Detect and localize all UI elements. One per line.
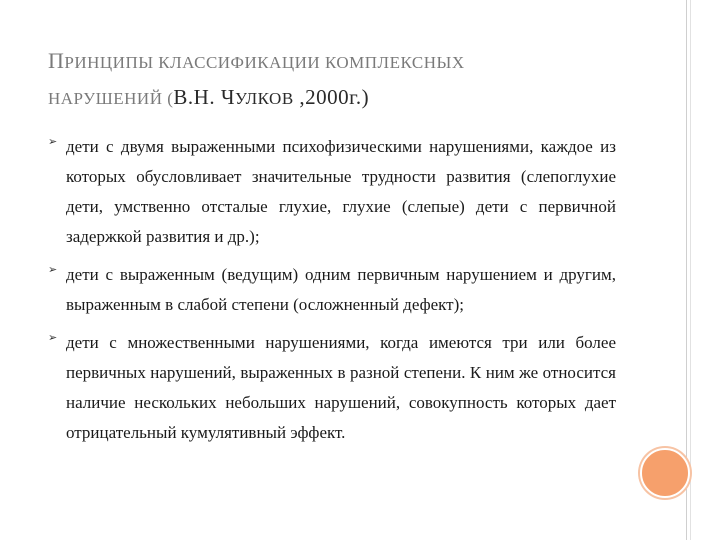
decorative-orange-circle (640, 448, 690, 498)
arrowhead-bullet-icon: ➢ (48, 135, 58, 148)
title-author-rest: УЛКОВ (234, 89, 294, 108)
title-year: ,2000г.) (293, 85, 370, 109)
title-line-2 (48, 80, 648, 116)
title-author: В.Н. Ч (173, 85, 235, 109)
bullet-list (48, 132, 616, 456)
decorative-vertical-line-2 (690, 0, 691, 540)
list-item (48, 260, 616, 320)
list-item (48, 132, 616, 252)
list-item-text: дети с выраженным (ведущим) одним первичным нарушением и другим, выраженным в слабой степени (осложненный дефект); (66, 265, 616, 314)
arrowhead-bullet-icon: ➢ (48, 331, 58, 344)
title-line-1-rest: РИНЦИПЫ КЛАССИФИКАЦИИ КОМПЛЕКСНЫХ (64, 53, 465, 72)
list-item (48, 328, 616, 448)
list-item-text: дети с множественными нарушениями, когда имеются три или более первичных нарушений, выраженных в разной степени. К ним же относится наличие нескольких небольших нарушений, совокупность которых дает отрицательный кумулятивный эффект. (66, 333, 616, 442)
list-item-text: дети с двумя выраженными психофизическими нарушениями, каждое из которых обусловливает значительные трудности развития (слепоглухие дети, умственно отсталые глухие, глухие (слепые) дети с первичной задержкой развития и др.); (66, 137, 616, 246)
title-line-1 (48, 44, 648, 80)
arrowhead-bullet-icon: ➢ (48, 263, 58, 276)
slide-title (48, 44, 648, 116)
title-initial: П (48, 48, 65, 73)
title-line-2-start: НАРУШЕНИЙ ( (48, 89, 174, 108)
